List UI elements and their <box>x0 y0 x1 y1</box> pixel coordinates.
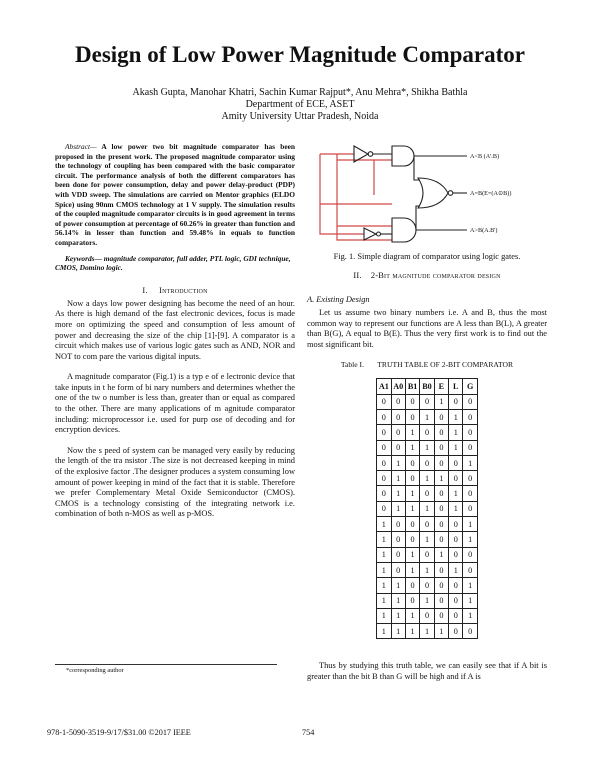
table-cell: 0 <box>449 532 463 547</box>
table-cell: 0 <box>377 394 391 409</box>
left-column <box>55 142 295 520</box>
abstract-text: A low power two bit magnitude comparator has been proposed in the present work. The proposed magnitude comparator using the technology of coupling has been compared with the basic comparator circuit. The performance analysis of both the different comparators has been done for power consumption, delay and power delay-product (PDP) with VDD sweep. The simulations are carried on Mentor graphics (ELDO Spice) using 90nm CMOS technology at 1 V supply. The simulation results of the coupled magnitude comparator circuits is in good agreement in terms of power consumption at percentage of 60.26% in greater than function and 56.14% in lesser than function and 59.48% in equals to function comparators. <box>55 142 295 247</box>
table-cell: 1 <box>463 517 477 532</box>
table-cell: 1 <box>391 486 405 501</box>
table-cell: 0 <box>463 425 477 440</box>
table-row <box>377 608 478 623</box>
section-2-heading <box>307 271 547 280</box>
table-cell: 0 <box>463 624 477 639</box>
table-cell: 0 <box>434 578 448 593</box>
table-cell: 0 <box>463 547 477 562</box>
header-cell: G <box>463 379 477 394</box>
table-cell: 0 <box>420 547 434 562</box>
table-cell: 1 <box>391 593 405 608</box>
table-cell: 0 <box>377 471 391 486</box>
table-cell: 1 <box>377 608 391 623</box>
table-cell: 0 <box>434 486 448 501</box>
header-cell: E <box>434 379 448 394</box>
table-cell: 0 <box>420 455 434 470</box>
table-row <box>377 547 478 562</box>
section-1-title: Introduction <box>159 285 208 295</box>
table-cell: 1 <box>434 394 448 409</box>
header-cell: B0 <box>420 379 434 394</box>
table-cell: 1 <box>377 562 391 577</box>
table-cell: 0 <box>405 409 419 424</box>
table-cell: 0 <box>463 562 477 577</box>
table-cell: 1 <box>434 547 448 562</box>
table-cell: 1 <box>377 593 391 608</box>
table-cell: 0 <box>434 593 448 608</box>
table-row <box>377 624 478 639</box>
table-cell: 0 <box>449 593 463 608</box>
table-cell: 1 <box>449 562 463 577</box>
table-cell: 1 <box>420 409 434 424</box>
section-1-heading <box>55 286 295 295</box>
table-row <box>377 394 478 409</box>
table-row <box>377 471 478 486</box>
table-cell: 0 <box>434 425 448 440</box>
table-cell: 1 <box>434 624 448 639</box>
table-cell: 1 <box>420 562 434 577</box>
table-row <box>377 562 478 577</box>
table-cell: 0 <box>391 532 405 547</box>
table-row <box>377 409 478 424</box>
table-cell: 1 <box>405 624 419 639</box>
table-cell: 0 <box>449 547 463 562</box>
table-cell: 0 <box>405 394 419 409</box>
output-label-less: A<B (A'.B) <box>470 153 500 160</box>
table-cell: 0 <box>420 517 434 532</box>
table-cell: 0 <box>391 394 405 409</box>
table-cell: 1 <box>391 455 405 470</box>
table-cell: 1 <box>405 562 419 577</box>
truth-table <box>376 378 478 639</box>
table-cell: 0 <box>405 532 419 547</box>
footer-isbn: 978-1-5090-3519-9/17/$31.00 ©2017 IEEE <box>47 728 191 737</box>
table-cell: 0 <box>434 455 448 470</box>
subsection-heading: A. Existing Design <box>307 295 370 304</box>
table-cell: 1 <box>449 501 463 516</box>
header-cell: L <box>449 379 463 394</box>
table-cell: 1 <box>405 608 419 623</box>
table-cell: 0 <box>405 578 419 593</box>
table-cell: 0 <box>463 394 477 409</box>
table-cell: 1 <box>405 440 419 455</box>
table-row <box>377 425 478 440</box>
page-number: 754 <box>302 728 315 737</box>
intro-paragraph-3: Now the s peed of system can be managed very easily by reducing the length of the tra nsistor .The size is not decreased keeping in mind of the explosive factor .The designer produces a system consuming low amount of power keeping in mind of the fact that it is stable. Therefore we prefer Complementary Metal Oxide Semiconductor (CMOS). CMOS is a technology consisting of the integrating network i.e. combination of both n-MOS as well as p-MOS. <box>55 445 295 519</box>
table-cell: 0 <box>463 409 477 424</box>
table-row <box>377 593 478 608</box>
section-2-number: II. <box>353 271 362 280</box>
table-cell: 1 <box>391 471 405 486</box>
table-title: TRUTH TABLE OF 2-BIT COMPARATOR <box>377 360 514 370</box>
author-names: Akash Gupta, Manohar Khatri, Sachin Kumar Rajput*, Anu Mehra*, Shikha Bathla <box>132 87 468 98</box>
table-cell: 1 <box>391 501 405 516</box>
table-cell: 0 <box>391 440 405 455</box>
table-cell: 1 <box>405 547 419 562</box>
header-cell: A0 <box>391 379 405 394</box>
table-cell: 0 <box>434 440 448 455</box>
table-cell: 0 <box>420 425 434 440</box>
table-cell: 0 <box>405 593 419 608</box>
table-cell: 1 <box>377 547 391 562</box>
table-cell: 0 <box>434 608 448 623</box>
table-cell: 0 <box>377 440 391 455</box>
table-cell: 1 <box>405 486 419 501</box>
table-cell: 0 <box>391 517 405 532</box>
table-row <box>377 486 478 501</box>
table-cell: 0 <box>434 517 448 532</box>
table-cell: 0 <box>463 501 477 516</box>
table-cell: 1 <box>449 425 463 440</box>
table-cell: 0 <box>463 486 477 501</box>
table-cell: 1 <box>377 624 391 639</box>
output-label-greater: A>B(A.B') <box>470 227 498 234</box>
table-cell: 0 <box>420 486 434 501</box>
table-cell: 0 <box>377 501 391 516</box>
table-cell: 1 <box>391 608 405 623</box>
section-1-number: I. <box>142 285 148 295</box>
table-cell: 1 <box>391 578 405 593</box>
table-cell: 1 <box>420 440 434 455</box>
table-row <box>377 440 478 455</box>
table-cell: 1 <box>449 486 463 501</box>
footnote-divider <box>55 664 277 665</box>
truth-table-body <box>377 394 478 639</box>
table-cell: 0 <box>377 455 391 470</box>
table-cell: 1 <box>420 532 434 547</box>
table-cell: 1 <box>377 578 391 593</box>
table-cell: 0 <box>420 578 434 593</box>
table-cell: 1 <box>377 517 391 532</box>
author-university: Amity University Uttar Pradesh, Noida <box>221 111 379 122</box>
table-cell: 0 <box>391 425 405 440</box>
section-2-title: 2-Bit magnitude comparator design <box>370 271 501 280</box>
after-table-paragraph: Thus by studying this truth table, we can easily see that if A bit is greater than the bit B than G will be high and if A is <box>307 661 547 682</box>
table-row <box>377 517 478 532</box>
table-label: Table I. <box>340 360 364 370</box>
table-cell: 0 <box>391 547 405 562</box>
table-cell: 0 <box>449 608 463 623</box>
table-cell: 0 <box>405 517 419 532</box>
table-cell: 0 <box>434 501 448 516</box>
table-cell: 0 <box>449 624 463 639</box>
header-cell: A1 <box>377 379 391 394</box>
table-cell: 0 <box>391 409 405 424</box>
table-cell: 1 <box>463 455 477 470</box>
table-row <box>377 532 478 547</box>
table-cell: 0 <box>377 425 391 440</box>
output-label-equal: A=B(E=(A⊙B)) <box>470 190 512 197</box>
intro-paragraph-1: Now a days low power designing has become the need of an hour. As there is high demand of the fast electronic devices, focus is made more on optimizing the speed and consumption of less amount of power and decreasing the size of the chip [1]-[9]. A comparator is a circuit which makes use of various logic gates such as AND, NOR and NOT to com pare the various digital inputs. <box>55 298 295 361</box>
table-cell: 1 <box>463 608 477 623</box>
table-row <box>377 501 478 516</box>
table-cell: 0 <box>449 471 463 486</box>
table-cell: 1 <box>434 471 448 486</box>
table-cell: 1 <box>391 624 405 639</box>
truth-table-header-row <box>377 379 478 394</box>
table-cell: 0 <box>463 471 477 486</box>
table-cell: 0 <box>434 532 448 547</box>
table-cell: 0 <box>391 562 405 577</box>
table-cell: 1 <box>463 593 477 608</box>
table-cell: 0 <box>420 394 434 409</box>
table-cell: 0 <box>449 578 463 593</box>
table-cell: 1 <box>420 471 434 486</box>
table-cell: 0 <box>434 409 448 424</box>
table-cell: 1 <box>377 532 391 547</box>
table-cell: 0 <box>449 455 463 470</box>
author-department: Department of ECE, ASET <box>245 99 355 110</box>
header-cell: B1 <box>405 379 419 394</box>
table-cell: 0 <box>405 455 419 470</box>
abstract <box>55 142 295 248</box>
abstract-lead: Abstract— <box>65 142 97 151</box>
table-row <box>377 578 478 593</box>
table-cell: 1 <box>463 532 477 547</box>
table-cell: 1 <box>420 624 434 639</box>
table-cell: 0 <box>405 471 419 486</box>
table-cell: 1 <box>449 409 463 424</box>
intro-paragraph-2: A magnitude comparator (Fig.1) is a typ e of e lectronic device that take inputs in t he form of bi nary numbers and determines whether the one of the tw o number is less than, greater than or equal as compared to the other. There are many applications of m agnitude comparator including: microprocessor i.e. used for purp ose of decoding and for encryption devices. <box>55 372 295 435</box>
author-block <box>0 87 600 123</box>
table-cell: 0 <box>449 517 463 532</box>
table-cell: 1 <box>463 578 477 593</box>
table-cell: 1 <box>405 425 419 440</box>
keywords: Keywords— magnitude comparator, full adder, PTL logic, GDI technique, CMOS, Domino logic. <box>55 253 291 273</box>
table-cell: 0 <box>377 409 391 424</box>
table-caption <box>307 360 547 369</box>
existing-design-paragraph: Let us assume two binary numbers i.e. A and B, thus the most common way to represent our functions are A less than B(L), A greater than B(G), A equal to B(E). Thus the very first work is to find out the most significant bit. <box>307 308 547 349</box>
table-cell: 1 <box>449 440 463 455</box>
right-column <box>307 142 547 683</box>
table-cell: 1 <box>405 501 419 516</box>
table-cell: 0 <box>420 608 434 623</box>
table-cell: 0 <box>434 562 448 577</box>
table-cell: 1 <box>420 593 434 608</box>
figure-caption: Fig. 1. Simple diagram of comparator using logic gates. <box>333 252 521 261</box>
table-cell: 0 <box>377 486 391 501</box>
table-row <box>377 455 478 470</box>
footnote: *corresponding author <box>66 667 124 674</box>
table-cell: 0 <box>449 394 463 409</box>
table-cell: 0 <box>463 440 477 455</box>
paper-title: Design of Low Power Magnitude Comparator <box>75 42 525 67</box>
table-cell: 1 <box>420 501 434 516</box>
